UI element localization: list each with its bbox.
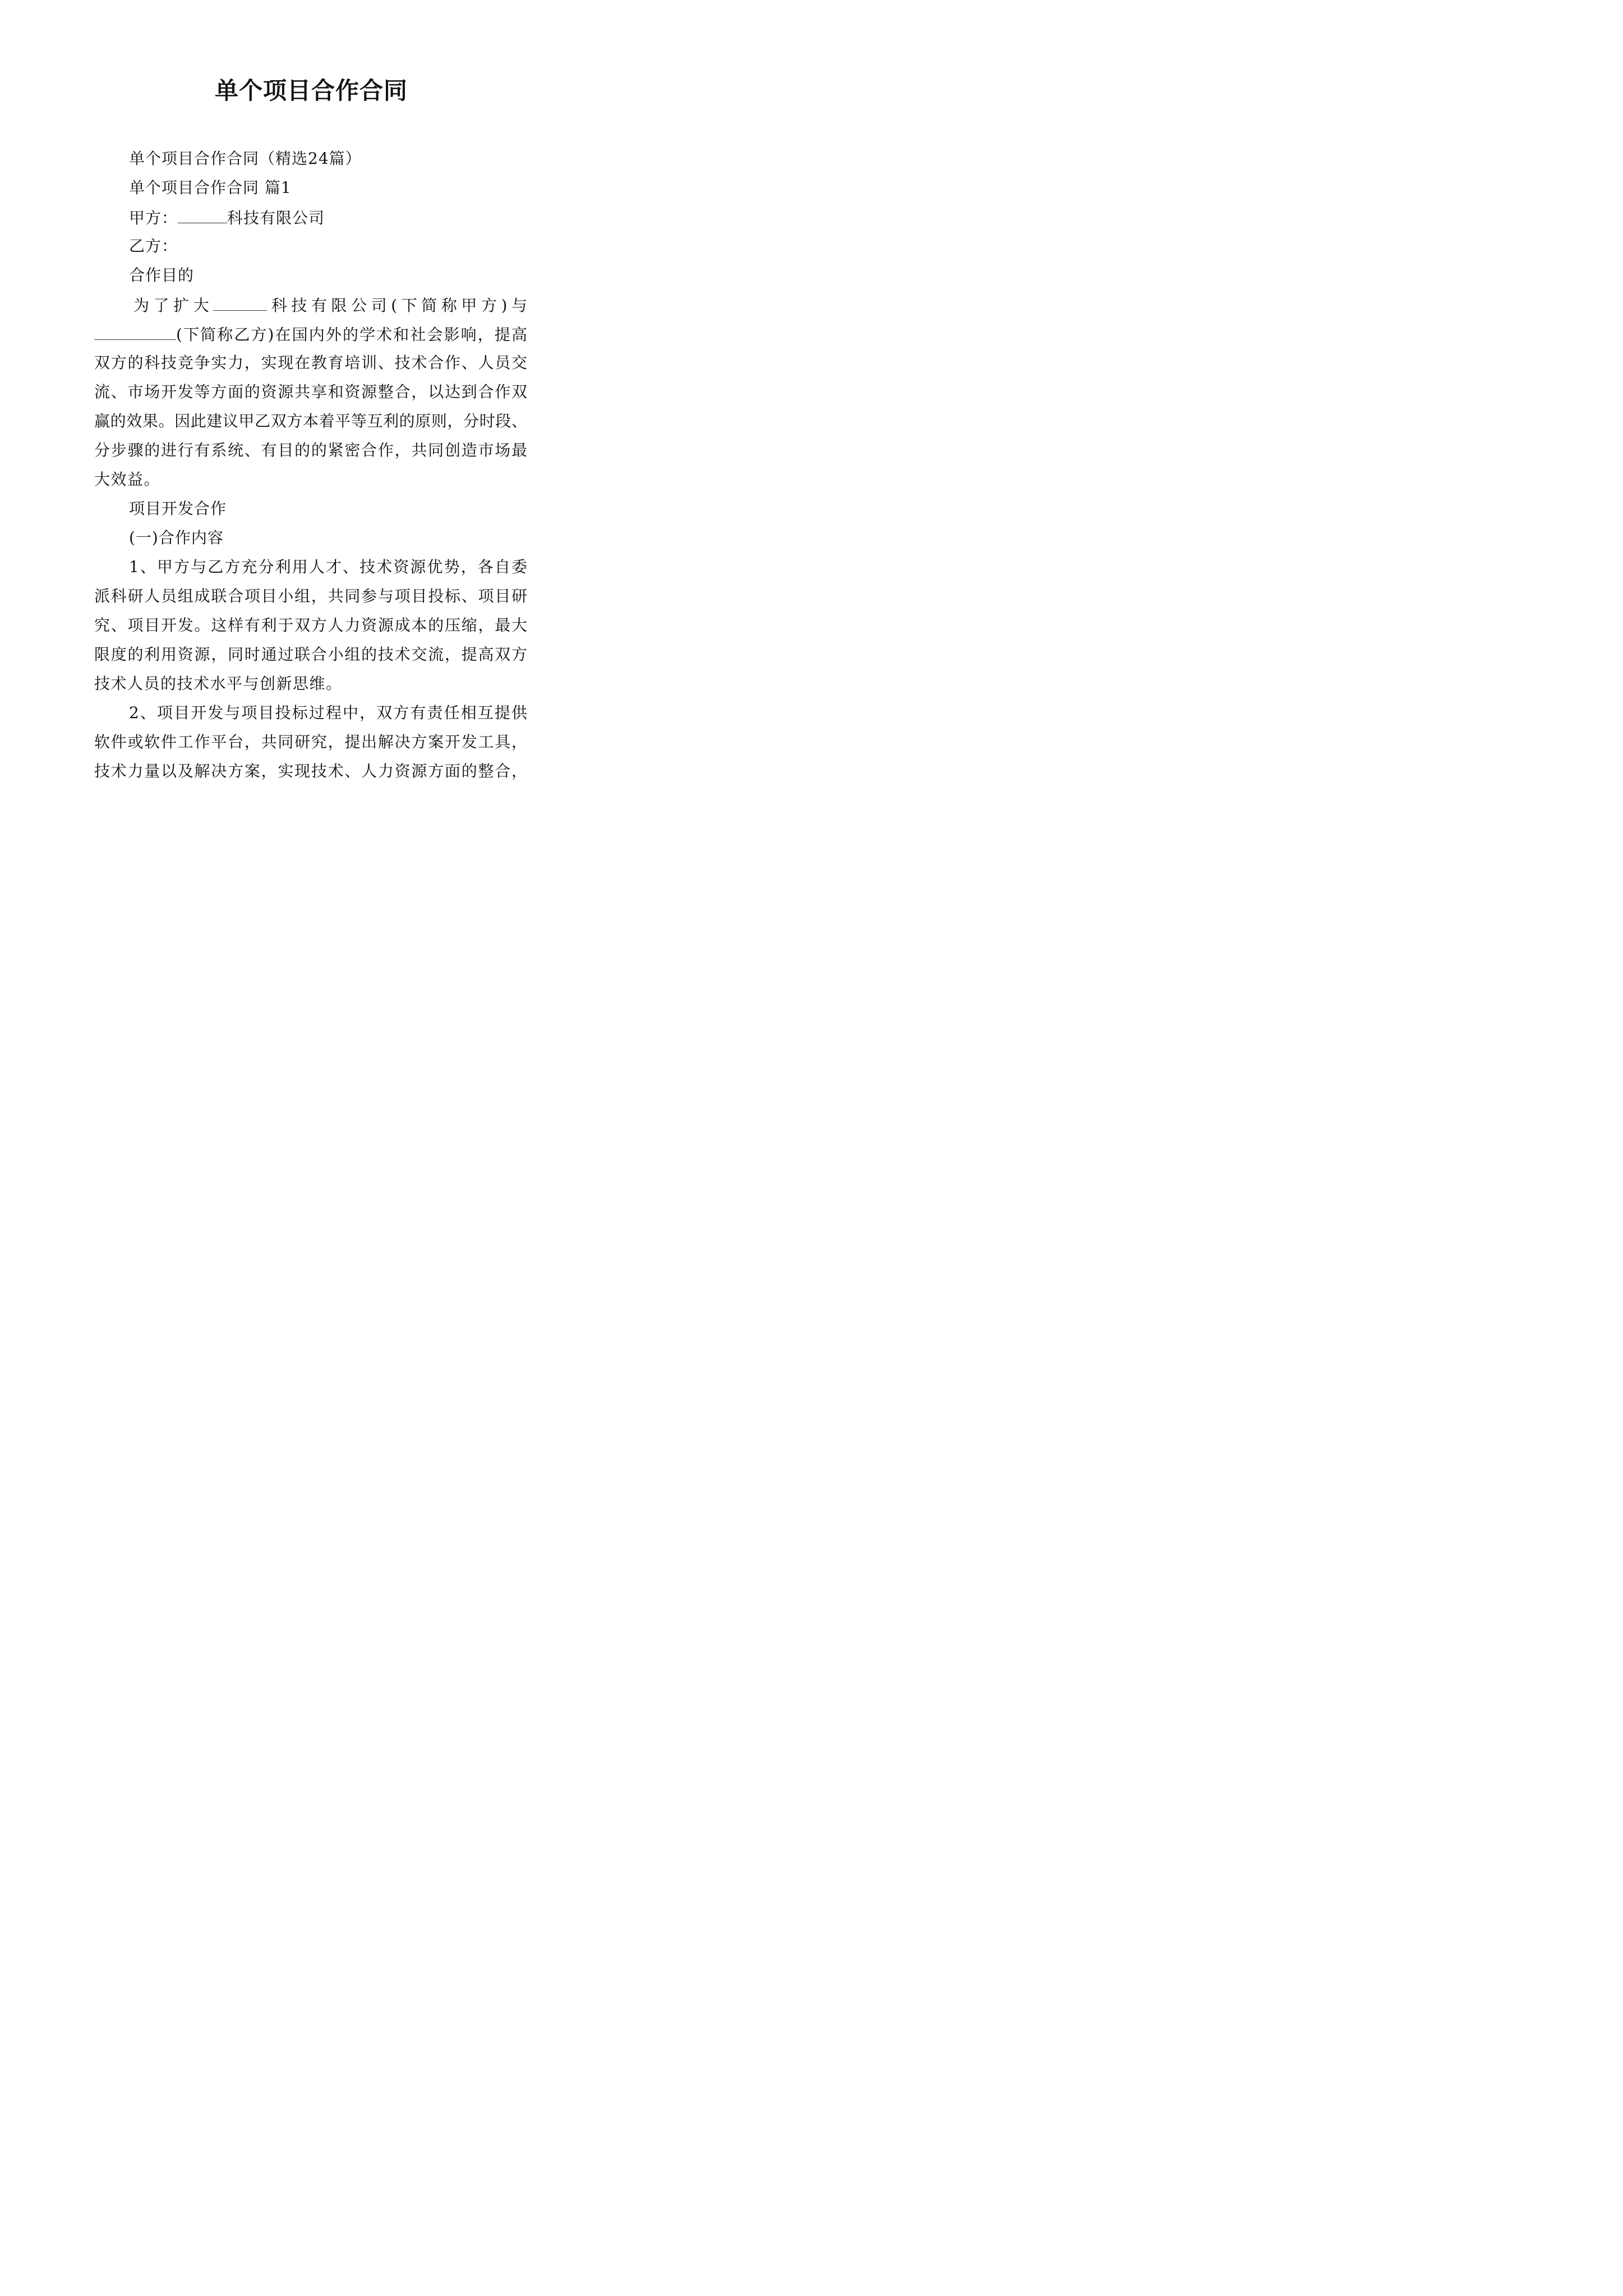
section-purpose-heading: 合作目的 bbox=[129, 266, 195, 284]
item1-line-3: 究、项目开发。这样有利于双方人力资源成本的压缩，最大 bbox=[94, 616, 527, 634]
purpose-line-4: 流、市场开发等方面的资源共享和资源整合，以达到合作双 bbox=[94, 383, 527, 401]
item1-line-2: 派科研人员组成联合项目小组，共同参与项目投标、项目研 bbox=[94, 587, 527, 605]
subsection-content-heading: (一)合作内容 bbox=[129, 528, 224, 547]
document-subtitle: 单个项目合作合同（精选24篇） bbox=[129, 149, 362, 168]
purpose-blank-1 bbox=[213, 293, 267, 311]
party-a-label: 甲方： bbox=[129, 209, 178, 227]
party-b-line: 乙方： bbox=[129, 237, 178, 255]
purpose-line-7: 大效益。 bbox=[94, 470, 161, 489]
item2-line-2: 软件或软件工作平台，共同研究，提出解决方案开发工具， bbox=[94, 733, 527, 751]
document-title: 单个项目合作合同 bbox=[214, 77, 408, 104]
purpose-line-3: 双方的科技竞争实力，实现在教育培训、技术合作、人员交 bbox=[94, 353, 527, 372]
party-a-line bbox=[129, 206, 325, 229]
item2-line-1: 2、项目开发与项目投标过程中，双方有责任相互提供 bbox=[129, 703, 527, 722]
section-project-heading: 项目开发合作 bbox=[129, 499, 227, 518]
purpose-line-2 bbox=[94, 323, 527, 346]
part-heading: 单个项目合作合同 篇1 bbox=[129, 178, 292, 197]
item1-line-4: 限度的利用资源，同时通过联合小组的技术交流，提高双方 bbox=[94, 645, 527, 664]
purpose-line-6: 分步骤的进行有系统、有目的的紧密合作，共同创造市场最 bbox=[94, 441, 527, 459]
purpose-line-5: 赢的效果。因此建议甲乙双方本着平等互利的原则，分时段、 bbox=[94, 412, 527, 430]
item1-line-1: 1、甲方与乙方充分利用人才、技术资源优势，各自委 bbox=[129, 558, 527, 576]
purpose-blank-2 bbox=[94, 323, 176, 340]
item1-line-5: 技术人员的技术水平与创新思维。 bbox=[94, 674, 343, 693]
party-a-suffix: 科技有限公司 bbox=[227, 209, 325, 227]
purpose-line-1 bbox=[133, 293, 527, 317]
purpose-line-1-prefix: 为了扩大 bbox=[133, 296, 214, 315]
party-a-blank bbox=[178, 206, 227, 223]
document-page bbox=[0, 0, 616, 872]
purpose-line-1-suffix: 科技有限公司(下简称甲方)与 bbox=[267, 296, 527, 315]
purpose-line-2-suffix: (下简称乙方)在国内外的学术和社会影响，提高 bbox=[176, 325, 527, 344]
item2-line-3: 技术力量以及解决方案，实现技术、人力资源方面的整合， bbox=[94, 762, 527, 780]
